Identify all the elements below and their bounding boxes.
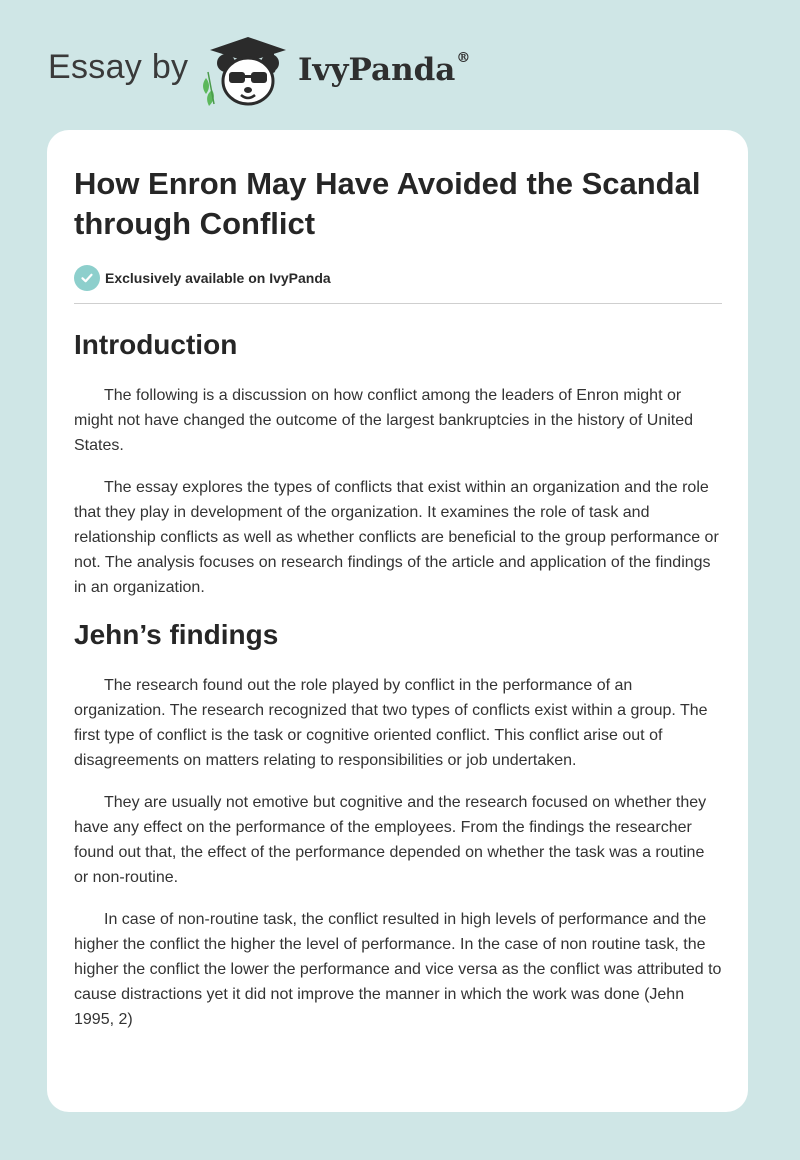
- panda-logo-icon[interactable]: [200, 34, 296, 110]
- paragraph: They are usually not emotive but cognitive and the research focused on whether they have any effect on the performance of the employees. From the findings the researcher found out that, the effect of the performance depended on whether the task was a routine or non-routine.: [74, 794, 707, 886]
- section-heading-jehns-findings: Jehn’s findings: [74, 619, 279, 650]
- paragraph: The following is a discussion on how conflict among the leaders of Enron might or might not have changed the outcome of the largest bankruptcies in the history of United States.: [74, 387, 694, 454]
- essay-title: How Enron May Have Avoided the Scandal through Conflict: [74, 166, 701, 241]
- paragraph: The research found out the role played by conflict in the performance of an organization. The research recognized that two types of conflicts exist within a group. The first type of conflict is the task or cognitive oriented conflict. This conflict arise out of disagreements on matters relating to responsibilities or job undertaken.: [74, 677, 708, 769]
- registered-mark: ®: [456, 50, 471, 66]
- site-header: [48, 34, 508, 110]
- exclusive-badge: [74, 265, 722, 291]
- paragraph: In case of non-routine task, the conflict resulted in high levels of performance and the higher the conflict the higher the level of performance. In the case of non routine task, the higher the conflict the lower the performance and vice versa as the conflict was attributed to cause distractions yet it did not improve the manner in which the work was done (Jehn 1995, 2): [74, 911, 722, 1028]
- exclusive-badge-text: Exclusively available on IvyPanda: [105, 270, 331, 286]
- brand-text: IvyPanda: [298, 52, 456, 88]
- checkmark-icon: [74, 265, 100, 291]
- section-heading-introduction: Introduction: [74, 329, 238, 360]
- paragraph: The essay explores the types of conflicts that exist within an organization and the role that they play in development of the organization. It examines the role of task and relationship conflicts as well as whether conflicts are beneficial to the group performance or not. The analysis focuses on research findings of the article and application of the findings in an organization.: [74, 479, 719, 596]
- title-divider: [74, 303, 722, 304]
- brand-name[interactable]: [298, 52, 470, 88]
- essay-card: [47, 130, 748, 1112]
- essay-by-label: Essay by: [48, 48, 189, 86]
